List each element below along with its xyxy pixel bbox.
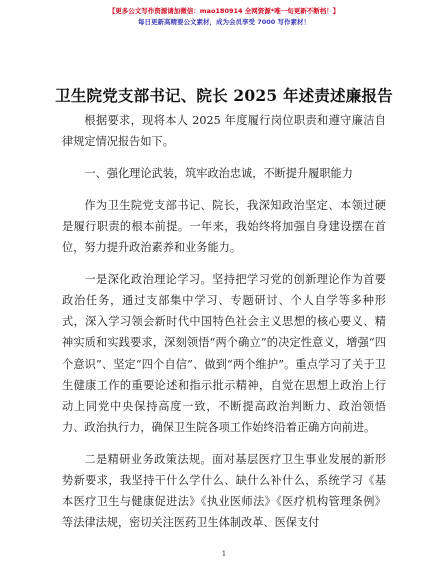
paragraph-theory-study: 一是深化政治理论学习。坚持把学习党的创新理论作为首要政治任务，通过支部集中学习、专题研讨、个人自学等多种形式，深入学习领会新时代中国特色社会主义思想的核心要义、精神实质和实践要求，深刻领悟“两个确立”的决定性意义，增强“四个意识”、坚定“四个自信”、做到“两个维护”。重点学习了关于卫生健康工作的重要论述和指示批示精神，自觉在思想上政治上行动上同党中央保持高度一致，不断提高政治判断力、政治领悟力、政治执行力，确保卫生院各项工作始终沿着正确方向前进。: [62, 272, 386, 435]
document-title: 卫生院党支部书记、院长 2025 年述责述廉报告: [55, 86, 393, 105]
page-number: 1: [221, 550, 227, 558]
paragraph-intro: 根据要求，现将本人 2025 年度履行岗位职责和遵守廉洁自律规定情况报告如下。: [62, 114, 386, 149]
paragraph-overview: 作为卫生院党支部书记、院长，我深知政治坚定、本领过硬是履行职责的根本前提。一年来，我始终将加强自身建设摆在首位，努力提升政治素养和业务能力。: [62, 198, 386, 255]
section-heading-1: 一、强化理论武装，筑牢政治忠诚，不断提升履职能力: [84, 166, 353, 180]
promo-banner-line-2: 每日更新高精要公文素材，成为会员享受 7000 写作素材！: [137, 18, 311, 26]
promo-banner-line-1: 【更多公文写作资源请加微信：mao180914 全网资源*唯一旬更新不断档！】: [108, 7, 340, 15]
promo-banner: [0, 6, 448, 28]
document-body: [62, 110, 386, 544]
paragraph-policy-study: 二是精研业务政策法规。面对基层医疗卫生事业发展的新形势新要求，我坚持干什么学什么、缺什么补什么，系统学习《基本医疗卫生与健康促进法》《执业医师法》《医疗机构管理条例》等法律法规，密切关注医药卫生体制改革、医保支付: [62, 452, 386, 530]
